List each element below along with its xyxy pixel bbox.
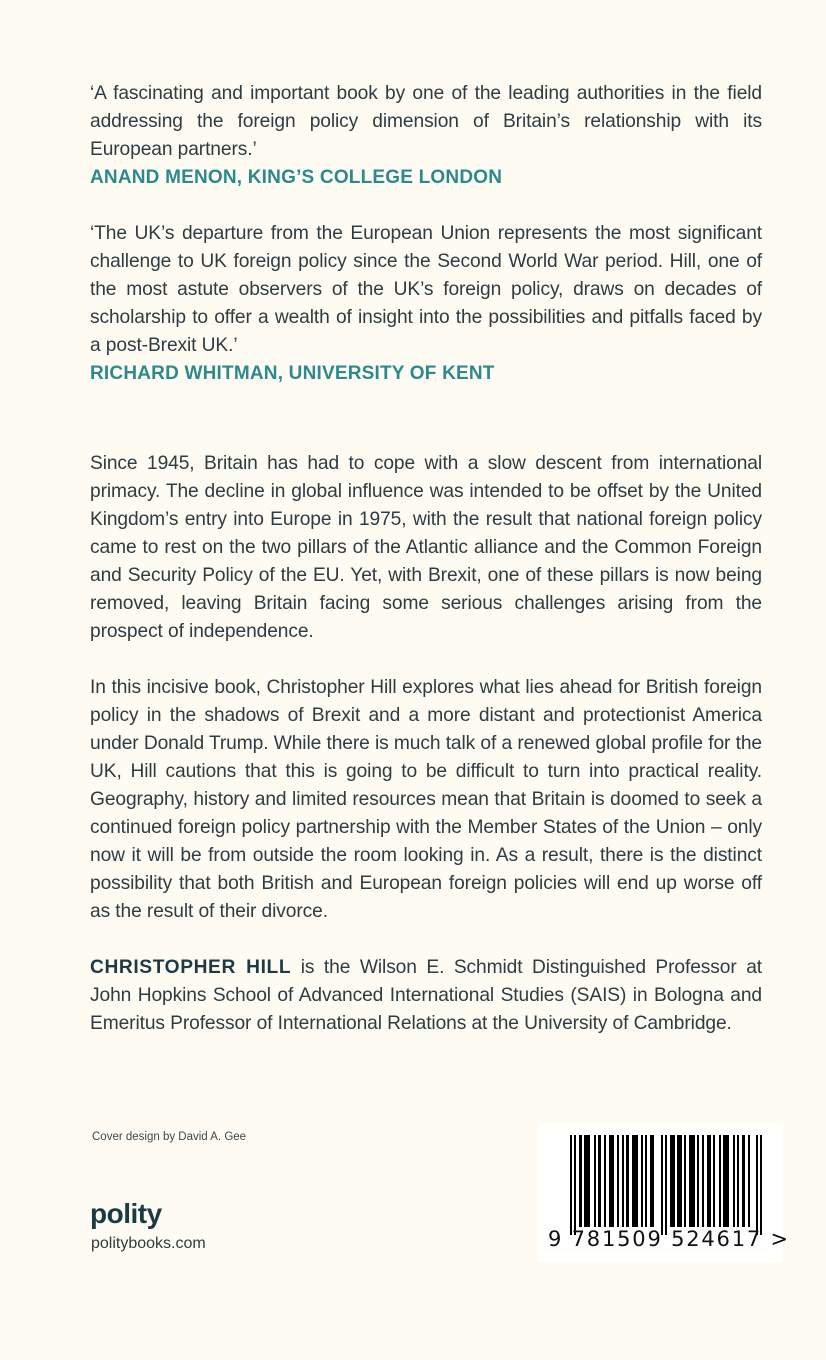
cover-design-credit: Cover design by David A. Gee xyxy=(92,1131,247,1143)
description-paragraph-2 xyxy=(90,674,762,926)
description-paragraph-1 xyxy=(90,450,762,646)
isbn-barcode xyxy=(538,1123,790,1262)
endorsement-quote: ‘A fascinating and important book by one of the leading authorities in the field addressing the foreign policy dimension of Britain’s relationship with its European partners.’ xyxy=(90,83,762,160)
endorsement-attribution: ANAND MENON, KING’S COLLEGE LONDON xyxy=(90,167,503,188)
description-text: Since 1945, Britain has had to cope with a slow descent from international primacy. The decline in global influence was intended to be offset by the United Kingdom’s entry into Europe in 1975, with the result that national foreign policy came to rest on the two pillars of the Atlantic alliance and the Common Foreign and Security Policy of the EU. Yet, with Brexit, one of these pillars is now being removed, leaving Britain facing some serious challenges arising from the prospect of independence. xyxy=(90,453,762,642)
isbn-number: 9 781509 524617 > xyxy=(548,1227,790,1251)
description-text: In this incisive book, Christopher Hill explores what lies ahead for British foreign policy in the shadows of Brexit and a more distant and protectionist America under Donald Trump. While there is much talk of a renewed global profile for the UK, Hill cautions that this is going to be difficult to turn into practical reality. Geography, history and limited resources mean that Britain is doomed to seek a continued foreign policy partnership with the Member States of the Union – only now it will be from outside the room looking in. As a result, there is the distinct possibility that both British and European foreign policies will end up worse off as the result of their divorce. xyxy=(90,677,762,922)
endorsement-2 xyxy=(90,220,762,388)
barcode-bars-icon xyxy=(570,1135,762,1235)
author-bio-body: is the Wilson E. Schmidt Distinguished Professor at John Hopkins School of Advanced International Studies (SAIS) in Bologna and Emeritus Professor of International Relations at the University of Cambridge. xyxy=(90,957,762,1034)
endorsement-quote: ‘The UK’s departure from the European Union represents the most significant challenge to UK foreign policy since the Second World War period. Hill, one of the most astute observers of the UK’s foreign policy, draws on decades of scholarship to offer a wealth of insight into the possibilities and pitfalls faced by a post-Brexit UK.’ xyxy=(90,223,762,356)
author-bio xyxy=(90,954,762,1038)
publisher-url[interactable]: politybooks.com xyxy=(91,1235,206,1252)
author-bio-text xyxy=(90,954,762,1038)
publisher-logo: polity xyxy=(90,1198,162,1229)
author-name: CHRISTOPHER HILL xyxy=(90,957,292,978)
endorsement-attribution: RICHARD WHITMAN, UNIVERSITY OF KENT xyxy=(90,363,495,384)
endorsement-1 xyxy=(90,80,762,192)
